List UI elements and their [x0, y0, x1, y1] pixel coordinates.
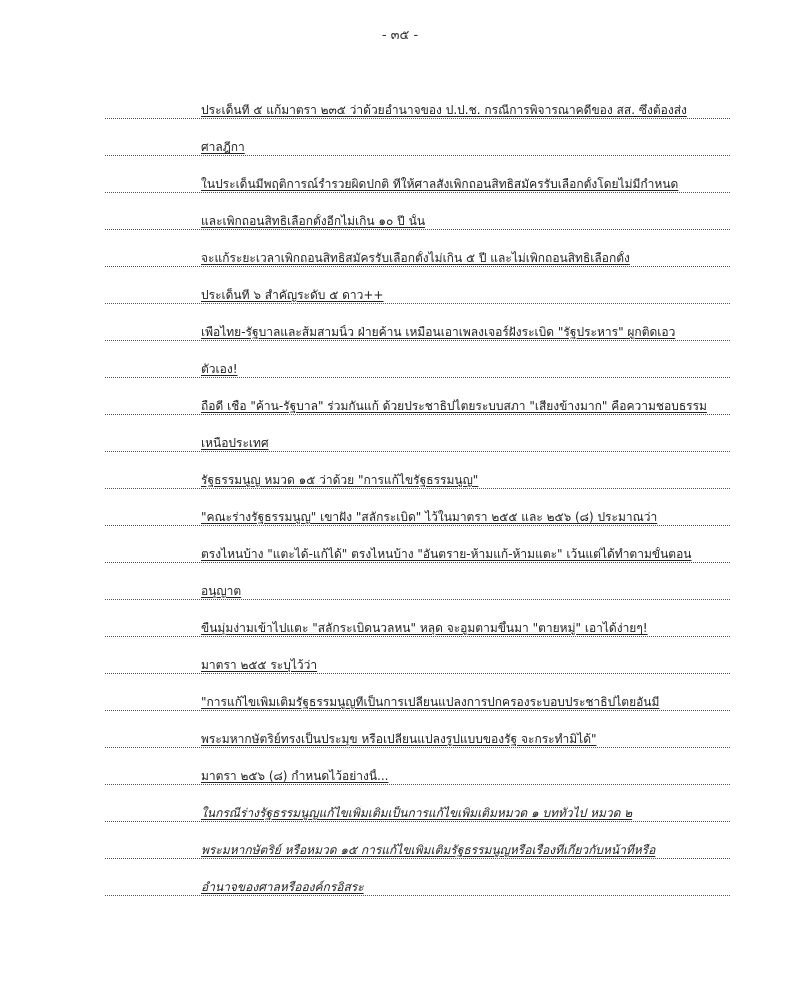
document-line [105, 859, 730, 896]
document-line [105, 822, 730, 859]
document-line [105, 452, 730, 489]
document-line [105, 230, 730, 267]
document-line [105, 563, 730, 600]
line-text: และเพิกถอนสิทธิเลือกตั้งอีกไม่เกิน ๑๐ ปี นั้น [201, 214, 426, 228]
line-text: อำนาจของศาลหรือองค์กรอิสระ [201, 880, 364, 894]
line-text: เพื่อไทย-รัฐบาลและส้มสามนิ้ว ฝ่ายค้าน เหมือนเอาเพลงเจอร์ฝังระเบิด "รัฐประหาร" ผูกติดเอว [201, 325, 676, 339]
document-line [105, 304, 730, 341]
document-line [105, 82, 730, 119]
line-text: เหนือประเทศ [201, 436, 269, 450]
line-text: ในประเด็นมีพฤติการณ์ร่ำรวยผิดปกติ ที่ให้ศาลสั่งเพิกถอนสิทธิสมัครรับเลือกตั้งโดยไม่มีกำหนด [201, 177, 679, 191]
line-text: พระมหากษัตริย์ หรือหมวด ๑๕ การแก้ไขเพิ่มเติมรัฐธรรมนูญหรือเรื่องที่เกี่ยวกับหน้าที่หรือ [201, 843, 656, 857]
document-line [105, 785, 730, 822]
document-line [105, 674, 730, 711]
document-line [105, 748, 730, 785]
document-line [105, 637, 730, 674]
page-number: - ๓๕ - [381, 28, 419, 43]
document-line [105, 119, 730, 156]
document-line [105, 526, 730, 563]
line-text: ประเด็นที่ ๕ แก้มาตรา ๒๓๕ ว่าด้วยอำนาจของ ป.ป.ช. กรณีการพิจารณาคดีของ สส. ซึ่งต้องส่ง [201, 103, 687, 117]
line-text: จะแก้ระยะเวลาเพิกถอนสิทธิสมัครรับเลือกตั้งไม่เกิน ๕ ปี และไม่เพิกถอนสิทธิเลือกตั้ง [201, 251, 630, 265]
document-line [105, 156, 730, 193]
document-line [105, 193, 730, 230]
document-line [105, 711, 730, 748]
document-line [105, 489, 730, 526]
line-text: มาตรา ๒๕๕ ระบุไว้ว่า [201, 658, 318, 672]
line-text: พระมหากษัตริย์ทรงเป็นประมุข หรือเปลี่ยนแปลงรูปแบบของรัฐ จะกระทำมิได้" [201, 732, 597, 746]
line-text: ตรงไหนบ้าง "แตะได้-แก้ได้" ตรงไหนบ้าง "อันตราย-ห้ามแก้-ห้ามแตะ" เว้นแต่ได้ทำตามขั้นตอน [201, 547, 692, 561]
document-line [105, 267, 730, 304]
line-text: ศาลฎีกา [201, 140, 245, 154]
document-line [105, 415, 730, 452]
line-text: รัฐธรรมนูญ หมวด ๑๕ ว่าด้วย "การแก้ไขรัฐธรรมนูญ" [201, 473, 479, 487]
line-text: ตัวเอง! [201, 362, 238, 376]
line-text: มาตรา ๒๕๖ (๘) กำหนดไว้อย่างนี้... [201, 769, 389, 783]
document-line [105, 600, 730, 637]
line-text: อนุญาต [201, 584, 242, 598]
line-text: ขืนมุ่มง่ามเข้าไปแตะ "สลักระเบิดนวลหน" หลุด จะอูมตามขึ้นมา "ตายหมู่" เอาได้ง่ายๆ! [201, 621, 648, 635]
line-text: ถือดี เชื่อ "ค้าน-รัฐบาล" ร่วมกันแก้ ด้วยประชาธิปไตยระบบสภา "เสียงข้างมาก" คือความชอบธรรม [201, 399, 707, 413]
line-text: ประเด็นที่ ๖ สำคัญระดับ ๕ ดาว++ [201, 288, 384, 302]
line-text: ในกรณีร่างรัฐธรรมนูญแก้ไขเพิ่มเติมเป็นการแก้ไขเพิ่มเติมหมวด ๑ บททั่วไป หมวด ๒ [201, 806, 633, 820]
document-body [105, 82, 730, 896]
document-line [105, 378, 730, 415]
line-text: "คณะร่างรัฐธรรมนูญ" เขาฝัง "สลักระเบิด" ไว้ในมาตรา ๒๕๕ และ ๒๕๖ (๘) ประมาณว่า [201, 510, 658, 524]
line-text: "การแก้ไขเพิ่มเติมรัฐธรรมนูญที่เป็นการเปลี่ยนแปลงการปกครองระบอบประชาธิปไตยอันมี [201, 695, 660, 709]
document-line [105, 341, 730, 378]
